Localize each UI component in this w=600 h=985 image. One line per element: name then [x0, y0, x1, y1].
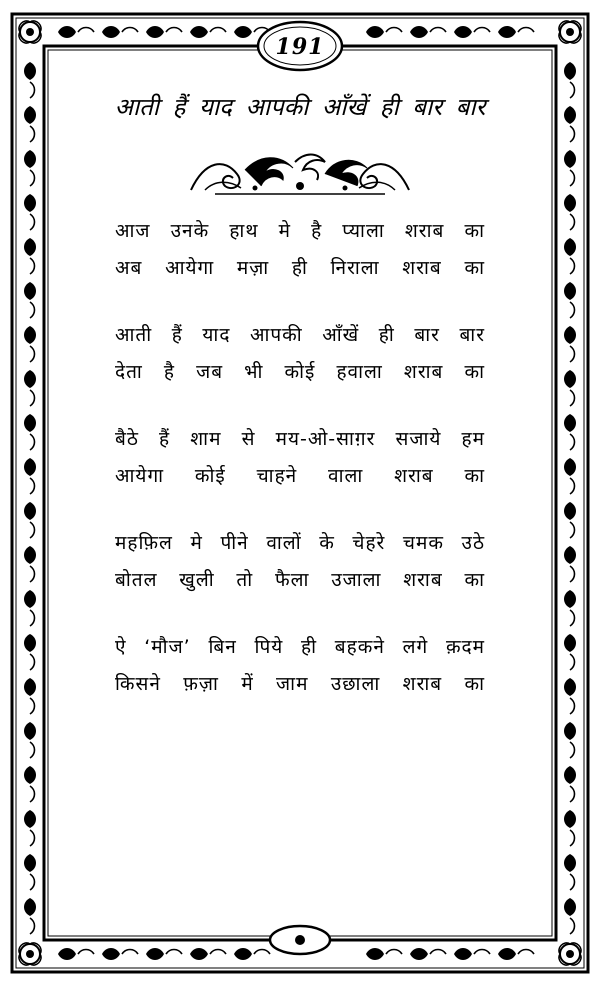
stanza [115, 324, 485, 384]
poem-line: आती हैं याद आपकी आँखें ही बार बार [115, 324, 485, 346]
stanza [115, 428, 485, 488]
border-scroll-icon [564, 502, 576, 538]
border-scroll-icon [24, 898, 36, 934]
border-scroll-icon [366, 26, 402, 38]
border-scroll-icon [564, 194, 576, 230]
border-scroll-icon [24, 810, 36, 846]
border-scroll-icon [24, 194, 36, 230]
border-scroll-icon [410, 26, 446, 38]
border-scroll-icon [454, 948, 490, 960]
border-scroll-icon [58, 948, 94, 960]
poem-line: बोतल खुली तो फैला उजाला शराब का [115, 569, 485, 591]
border-scroll-icon [24, 370, 36, 406]
border-scroll-icon [58, 26, 94, 38]
poem-line: किसने फ़ज़ा में जाम उछाला शराब का [115, 673, 485, 695]
border-scroll-icon [24, 590, 36, 626]
poem-line: आज उनके हाथ मे है प्याला शराब का [115, 220, 485, 242]
border-scroll-icon [146, 26, 182, 38]
border-scroll-icon [24, 854, 36, 890]
border-scroll-icon [24, 634, 36, 670]
border-scroll-icon [24, 502, 36, 538]
border-scroll-icon [498, 26, 534, 38]
border-scroll-icon [24, 546, 36, 582]
poem-line: बैठे हैं शाम से मय-ओ-साग़र सजाये हम [115, 428, 485, 450]
border-scroll-icon [24, 62, 36, 98]
border-scroll-icon [564, 678, 576, 714]
stanza [115, 636, 485, 696]
border-scroll-icon [24, 150, 36, 186]
border-scroll-icon [564, 722, 576, 758]
border-scroll-icon [564, 546, 576, 582]
border-scroll-icon [564, 458, 576, 494]
border-scroll-icon [454, 26, 490, 38]
page-number: 191 [275, 34, 325, 60]
border-scroll-icon [564, 370, 576, 406]
stanza [115, 220, 485, 280]
border-scroll-icon [410, 948, 446, 960]
border-scroll-icon [564, 62, 576, 98]
border-scroll-icon [564, 810, 576, 846]
border-scroll-icon [102, 948, 138, 960]
border-scroll-icon [190, 26, 226, 38]
border-scroll-icon [564, 150, 576, 186]
border-scroll-icon [24, 766, 36, 802]
poem-line: देता है जब भी कोई हवाला शराब का [115, 361, 485, 383]
poem-line: अब आयेगा मज़ा ही निराला शराब का [115, 257, 485, 279]
page-title: आती हैं याद आपकी आँखें ही बार बार [114, 93, 486, 121]
border-scroll-icon [190, 948, 226, 960]
border-scroll-icon [24, 106, 36, 142]
poem-line: महफ़िल मे पीने वालों के चेहरे चमक उठे [115, 532, 485, 554]
border-scroll-icon [234, 948, 270, 960]
border-scroll-icon [24, 414, 36, 450]
border-scroll-icon [146, 948, 182, 960]
border-scroll-icon [24, 722, 36, 758]
border-scroll-icon [564, 766, 576, 802]
floral-scroll-ornament-icon [185, 150, 415, 198]
border-scroll-icon [24, 326, 36, 362]
border-scroll-icon [564, 238, 576, 274]
border-scroll-icon [564, 414, 576, 450]
border-scroll-icon [24, 458, 36, 494]
border-scroll-icon [24, 282, 36, 318]
border-scroll-icon [564, 898, 576, 934]
poem-line: आयेगा कोई चाहने वाला शराब का [115, 465, 485, 487]
stanza [115, 532, 485, 592]
border-scroll-icon [564, 106, 576, 142]
border-scroll-icon [24, 678, 36, 714]
border-scroll-icon [366, 948, 402, 960]
border-scroll-icon [102, 26, 138, 38]
poem [115, 220, 485, 740]
border-scroll-icon [24, 238, 36, 274]
border-scroll-icon [498, 948, 534, 960]
poem-line: ऐ ‘मौज’ बिन पिये ही बहकने लगे क़दम [115, 636, 485, 658]
border-scroll-icon [564, 590, 576, 626]
border-scroll-icon [564, 282, 576, 318]
border-scroll-icon [564, 634, 576, 670]
border-scroll-icon [564, 854, 576, 890]
border-scroll-icon [564, 326, 576, 362]
